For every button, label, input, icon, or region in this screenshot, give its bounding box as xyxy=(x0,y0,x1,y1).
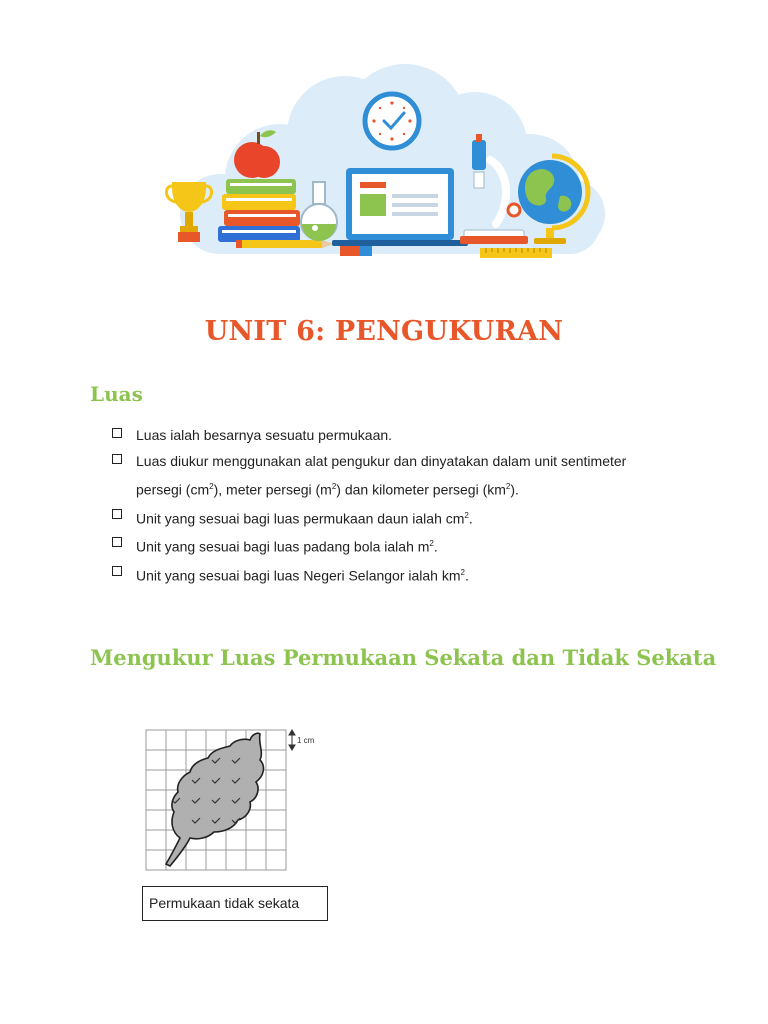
checkbox-icon xyxy=(112,537,122,547)
checkbox-icon xyxy=(112,428,122,438)
superscript: 2 xyxy=(464,510,469,520)
superscript: 2 xyxy=(505,482,511,491)
bullet-text: ), meter persegi (m xyxy=(213,481,332,498)
list-item xyxy=(112,422,672,448)
checkbox-icon xyxy=(112,566,122,576)
ruler-icon xyxy=(480,248,552,258)
books-icon xyxy=(218,179,300,242)
bullet-text: Unit yang sesuai bagi luas padang bola ialah m xyxy=(136,538,430,555)
bullet-text: Unit yang sesuai bagi luas permukaan daun ialah cm xyxy=(136,510,465,527)
list-item xyxy=(112,560,672,589)
bullet-text: ) dan kilometer persegi (km xyxy=(336,481,506,498)
unit-title: UNIT 6: PENGUKURAN xyxy=(204,316,564,347)
superscript: 2 xyxy=(331,482,337,491)
figure-caption: Permukaan tidak sekata xyxy=(142,886,328,921)
section-heading-mengukur: Mengukur Luas Permukaan Sekata dan Tidak Sekata xyxy=(90,645,717,670)
bullet-text: ). xyxy=(510,481,519,498)
leaf-grid-figure xyxy=(142,726,322,876)
checkbox-icon xyxy=(112,454,122,464)
clock-icon xyxy=(365,94,419,148)
list-item xyxy=(112,503,672,532)
bullet-text: Luas ialah besarnya sesuatu permukaan. xyxy=(136,427,393,443)
section-heading-luas: Luas xyxy=(90,382,143,406)
bullet-text: Unit yang sesuai bagi luas Negeri Selangor ialah km xyxy=(136,567,461,584)
list-item xyxy=(112,531,672,560)
laptop-icon xyxy=(332,168,468,256)
bullet-text: . xyxy=(433,538,438,555)
luas-bullet-list xyxy=(112,422,672,589)
superscript: 2 xyxy=(209,482,214,491)
pencil-icon xyxy=(236,240,334,248)
bullet-text: . xyxy=(464,567,469,584)
header-illustration xyxy=(160,64,610,270)
checkbox-icon xyxy=(112,509,122,519)
scale-label: 1 cm xyxy=(297,736,315,745)
list-item xyxy=(112,448,672,503)
bullet-text: Luas diukur menggunakan alat pengukur dan dinyatakan dalam unit sentimeter persegi (cm xyxy=(136,453,627,498)
bullet-text: . xyxy=(468,510,473,527)
superscript: 2 xyxy=(460,567,465,577)
superscript: 2 xyxy=(429,539,434,549)
scale-indicator xyxy=(289,730,295,750)
